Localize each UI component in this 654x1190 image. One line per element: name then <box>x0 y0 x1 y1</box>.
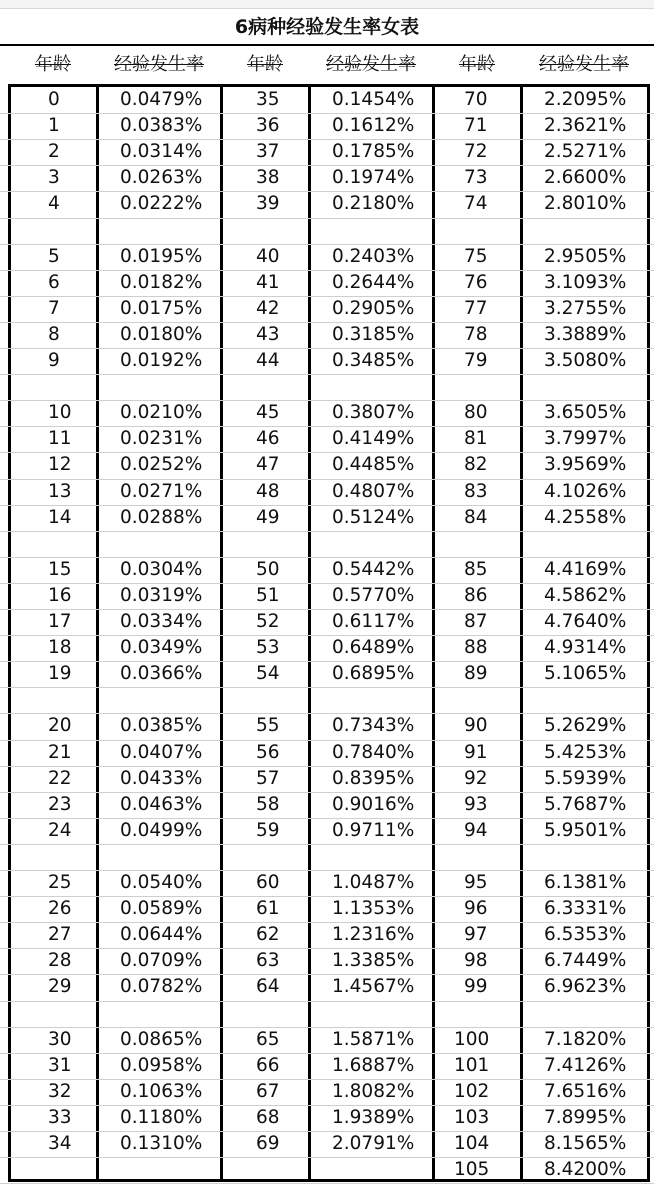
rate-cell: 0.0366% <box>120 663 203 684</box>
rate-cell: 0.0499% <box>120 820 203 841</box>
age-cell: 7 <box>48 298 60 319</box>
column-border <box>308 86 311 1180</box>
rate-cell: 0.0349% <box>120 637 203 658</box>
age-cell: 73 <box>464 167 488 188</box>
age-cell: 42 <box>256 298 280 319</box>
age-cell: 49 <box>256 507 280 528</box>
age-cell: 90 <box>464 715 488 736</box>
rate-cell: 4.2558% <box>544 507 627 528</box>
rate-cell: 0.9711% <box>332 820 415 841</box>
rate-cell: 4.1026% <box>544 481 627 502</box>
rate-cell: 5.2629% <box>544 715 627 736</box>
age-cell: 51 <box>256 585 280 606</box>
rate-cell: 0.0180% <box>120 324 203 345</box>
rate-cell: 1.0487% <box>332 872 415 893</box>
rate-cell: 4.9314% <box>544 637 627 658</box>
rate-cell: 0.1785% <box>332 141 415 162</box>
header-age-2: 年龄 <box>247 54 283 75</box>
rate-cell: 0.0463% <box>120 794 203 815</box>
rate-cell: 6.7449% <box>544 950 627 971</box>
rate-cell: 0.1310% <box>120 1133 203 1154</box>
age-cell: 35 <box>256 89 280 110</box>
rate-cell: 0.0433% <box>120 768 203 789</box>
rate-cell: 0.4807% <box>332 481 415 502</box>
rate-cell: 1.1353% <box>332 898 415 919</box>
rate-cell: 0.0222% <box>120 193 203 214</box>
column-border <box>432 86 435 1180</box>
age-cell: 8 <box>48 324 60 345</box>
rate-cell: 0.0865% <box>120 1029 203 1050</box>
rate-cell: 0.0782% <box>120 976 203 997</box>
rate-cell: 0.6489% <box>332 637 415 658</box>
age-cell: 81 <box>464 428 488 449</box>
rate-cell: 1.3385% <box>332 950 415 971</box>
age-cell: 27 <box>48 924 72 945</box>
header-age-1: 年龄 <box>35 54 71 75</box>
rate-cell: 0.0407% <box>120 742 203 763</box>
rate-cell: 2.8010% <box>544 193 627 214</box>
rate-cell: 0.3485% <box>332 350 415 371</box>
age-cell: 52 <box>256 611 280 632</box>
age-cell: 104 <box>454 1133 490 1154</box>
rate-cell: 1.5871% <box>332 1029 415 1050</box>
rate-cell: 0.1974% <box>332 167 415 188</box>
age-cell: 45 <box>256 402 280 423</box>
rate-cell: 0.0540% <box>120 872 203 893</box>
rate-cell: 0.8395% <box>332 768 415 789</box>
age-cell: 22 <box>48 768 72 789</box>
column-border <box>647 86 650 1180</box>
age-cell: 1 <box>48 115 60 136</box>
rate-cell: 8.1565% <box>544 1133 627 1154</box>
rate-cell: 1.9389% <box>332 1107 415 1128</box>
age-cell: 15 <box>48 559 72 580</box>
age-cell: 16 <box>48 585 72 606</box>
rate-cell: 0.2905% <box>332 298 415 319</box>
row-separator <box>0 844 654 845</box>
age-cell: 91 <box>464 742 488 763</box>
age-cell: 39 <box>256 193 280 214</box>
age-cell: 30 <box>48 1029 72 1050</box>
age-cell: 29 <box>48 976 72 997</box>
rate-cell: 0.3185% <box>332 324 415 345</box>
age-cell: 94 <box>464 820 488 841</box>
header-rate-1: 经验发生率 <box>114 54 204 75</box>
age-cell: 59 <box>256 820 280 841</box>
rate-cell: 0.0195% <box>120 246 203 267</box>
age-cell: 5 <box>48 246 60 267</box>
rate-cell: 8.4200% <box>544 1159 627 1180</box>
rate-cell: 0.3807% <box>332 402 415 423</box>
age-cell: 93 <box>464 794 488 815</box>
column-border <box>8 86 11 1180</box>
rate-cell: 0.6895% <box>332 663 415 684</box>
rate-cell: 0.0314% <box>120 141 203 162</box>
table-title: 6病种经验发生率女表 <box>0 10 654 46</box>
rate-cell: 2.0791% <box>332 1133 415 1154</box>
age-cell: 100 <box>454 1029 490 1050</box>
rate-cell: 0.0231% <box>120 428 203 449</box>
age-cell: 65 <box>256 1029 280 1050</box>
age-cell: 66 <box>256 1055 280 1076</box>
rate-cell: 0.9016% <box>332 794 415 815</box>
rate-cell: 0.1612% <box>332 115 415 136</box>
age-cell: 86 <box>464 585 488 606</box>
rate-cell: 6.9623% <box>544 976 627 997</box>
rate-cell: 0.0288% <box>120 507 203 528</box>
age-cell: 74 <box>464 193 488 214</box>
rate-cell: 0.0263% <box>120 167 203 188</box>
rate-cell: 6.5353% <box>544 924 627 945</box>
age-cell: 78 <box>464 324 488 345</box>
rate-cell: 2.9505% <box>544 246 627 267</box>
age-cell: 88 <box>464 637 488 658</box>
rate-cell: 3.3889% <box>544 324 627 345</box>
rate-cell: 1.4567% <box>332 976 415 997</box>
age-cell: 105 <box>454 1159 490 1180</box>
age-cell: 31 <box>48 1055 72 1076</box>
rate-cell: 0.1180% <box>120 1107 203 1128</box>
rate-cell: 0.0271% <box>120 481 203 502</box>
rate-cell: 0.0479% <box>120 89 203 110</box>
rate-cell: 0.5442% <box>332 559 415 580</box>
column-border <box>520 86 523 1180</box>
age-cell: 95 <box>464 872 488 893</box>
rate-cell: 0.0383% <box>120 115 203 136</box>
age-cell: 54 <box>256 663 280 684</box>
age-cell: 76 <box>464 272 488 293</box>
rate-cell: 5.7687% <box>544 794 627 815</box>
age-cell: 70 <box>464 89 488 110</box>
age-cell: 77 <box>464 298 488 319</box>
rate-cell: 5.9501% <box>544 820 627 841</box>
age-cell: 62 <box>256 924 280 945</box>
age-cell: 56 <box>256 742 280 763</box>
rate-cell: 0.0958% <box>120 1055 203 1076</box>
rate-cell: 0.2180% <box>332 193 415 214</box>
rate-cell: 3.6505% <box>544 402 627 423</box>
rate-cell: 1.2316% <box>332 924 415 945</box>
age-cell: 3 <box>48 167 60 188</box>
age-cell: 85 <box>464 559 488 580</box>
age-cell: 13 <box>48 481 72 502</box>
rate-cell: 2.3621% <box>544 115 627 136</box>
age-cell: 17 <box>48 611 72 632</box>
rate-cell: 2.6600% <box>544 167 627 188</box>
age-cell: 34 <box>48 1133 72 1154</box>
age-cell: 48 <box>256 481 280 502</box>
row-separator <box>0 218 654 219</box>
age-cell: 71 <box>464 115 488 136</box>
rate-cell: 0.0252% <box>120 454 203 475</box>
age-cell: 9 <box>48 350 60 371</box>
age-cell: 84 <box>464 507 488 528</box>
age-cell: 63 <box>256 950 280 971</box>
age-cell: 103 <box>454 1107 490 1128</box>
row-separator <box>0 1001 654 1002</box>
age-cell: 28 <box>48 950 72 971</box>
age-cell: 64 <box>256 976 280 997</box>
rate-cell: 6.1381% <box>544 872 627 893</box>
rate-cell: 0.2644% <box>332 272 415 293</box>
rate-cell: 2.2095% <box>544 89 627 110</box>
rate-cell: 0.0709% <box>120 950 203 971</box>
age-cell: 19 <box>48 663 72 684</box>
age-cell: 96 <box>464 898 488 919</box>
rate-cell: 0.0334% <box>120 611 203 632</box>
age-cell: 83 <box>464 481 488 502</box>
age-cell: 75 <box>464 246 488 267</box>
rate-cell: 7.8995% <box>544 1107 627 1128</box>
age-cell: 92 <box>464 768 488 789</box>
age-cell: 98 <box>464 950 488 971</box>
age-cell: 32 <box>48 1081 72 1102</box>
age-cell: 26 <box>48 898 72 919</box>
age-cell: 53 <box>256 637 280 658</box>
rate-cell: 5.5939% <box>544 768 627 789</box>
rate-cell: 4.7640% <box>544 611 627 632</box>
age-cell: 101 <box>454 1055 490 1076</box>
age-cell: 67 <box>256 1081 280 1102</box>
age-cell: 43 <box>256 324 280 345</box>
rate-cell: 0.6117% <box>332 611 415 632</box>
age-cell: 44 <box>256 350 280 371</box>
header-rate-3: 经验发生率 <box>539 54 629 75</box>
row-separator <box>0 531 654 532</box>
rate-cell: 0.0644% <box>120 924 203 945</box>
rate-cell: 6.3331% <box>544 898 627 919</box>
rate-cell: 3.5080% <box>544 350 627 371</box>
rate-cell: 4.4169% <box>544 559 627 580</box>
age-cell: 33 <box>48 1107 72 1128</box>
age-cell: 36 <box>256 115 280 136</box>
rate-cell: 1.8082% <box>332 1081 415 1102</box>
age-cell: 2 <box>48 141 60 162</box>
rate-cell: 0.0385% <box>120 715 203 736</box>
rate-cell: 1.6887% <box>332 1055 415 1076</box>
age-cell: 69 <box>256 1133 280 1154</box>
age-cell: 37 <box>256 141 280 162</box>
age-cell: 61 <box>256 898 280 919</box>
rate-cell: 0.0589% <box>120 898 203 919</box>
rate-cell: 0.4485% <box>332 454 415 475</box>
rate-cell: 3.1093% <box>544 272 627 293</box>
rate-cell: 7.4126% <box>544 1055 627 1076</box>
age-cell: 21 <box>48 742 72 763</box>
age-cell: 79 <box>464 350 488 371</box>
age-cell: 41 <box>256 272 280 293</box>
age-cell: 6 <box>48 272 60 293</box>
header-age-3: 年龄 <box>459 54 495 75</box>
age-cell: 58 <box>256 794 280 815</box>
age-cell: 50 <box>256 559 280 580</box>
rate-cell: 5.4253% <box>544 742 627 763</box>
age-cell: 11 <box>48 428 72 449</box>
rate-cell: 2.5271% <box>544 141 627 162</box>
column-header-strip <box>0 0 654 9</box>
age-cell: 60 <box>256 872 280 893</box>
age-cell: 20 <box>48 715 72 736</box>
age-cell: 89 <box>464 663 488 684</box>
rate-cell: 0.1454% <box>332 89 415 110</box>
age-cell: 23 <box>48 794 72 815</box>
age-cell: 87 <box>464 611 488 632</box>
age-cell: 99 <box>464 976 488 997</box>
rate-cell: 4.5862% <box>544 585 627 606</box>
age-cell: 80 <box>464 402 488 423</box>
age-cell: 47 <box>256 454 280 475</box>
row-separator <box>0 1183 654 1184</box>
age-cell: 12 <box>48 454 72 475</box>
rate-cell: 0.0182% <box>120 272 203 293</box>
age-cell: 4 <box>48 193 60 214</box>
age-cell: 57 <box>256 768 280 789</box>
rate-cell: 0.7840% <box>332 742 415 763</box>
rate-cell: 5.1065% <box>544 663 627 684</box>
age-cell: 102 <box>454 1081 490 1102</box>
age-cell: 55 <box>256 715 280 736</box>
header-rate-2: 经验发生率 <box>326 54 416 75</box>
rate-cell: 0.0319% <box>120 585 203 606</box>
age-cell: 10 <box>48 402 72 423</box>
age-cell: 97 <box>464 924 488 945</box>
rate-cell: 0.2403% <box>332 246 415 267</box>
age-cell: 0 <box>48 89 60 110</box>
rate-cell: 0.7343% <box>332 715 415 736</box>
rate-cell: 0.1063% <box>120 1081 203 1102</box>
rate-cell: 3.2755% <box>544 298 627 319</box>
rate-cell: 0.5124% <box>332 507 415 528</box>
rate-cell: 0.0175% <box>120 298 203 319</box>
row-separator <box>0 374 654 375</box>
age-cell: 38 <box>256 167 280 188</box>
age-cell: 72 <box>464 141 488 162</box>
age-cell: 18 <box>48 637 72 658</box>
age-cell: 14 <box>48 507 72 528</box>
rate-cell: 0.0210% <box>120 402 203 423</box>
age-cell: 82 <box>464 454 488 475</box>
rate-cell: 7.1820% <box>544 1029 627 1050</box>
age-cell: 68 <box>256 1107 280 1128</box>
age-cell: 24 <box>48 820 72 841</box>
rate-cell: 3.7997% <box>544 428 627 449</box>
rate-cell: 0.4149% <box>332 428 415 449</box>
rate-cell: 0.0192% <box>120 350 203 371</box>
rate-cell: 3.9569% <box>544 454 627 475</box>
rate-cell: 7.6516% <box>544 1081 627 1102</box>
column-border <box>96 86 99 1180</box>
age-cell: 40 <box>256 246 280 267</box>
column-border <box>220 86 223 1180</box>
rate-cell: 0.5770% <box>332 585 415 606</box>
age-cell: 46 <box>256 428 280 449</box>
row-separator <box>0 687 654 688</box>
age-cell: 25 <box>48 872 72 893</box>
rate-cell: 0.0304% <box>120 559 203 580</box>
